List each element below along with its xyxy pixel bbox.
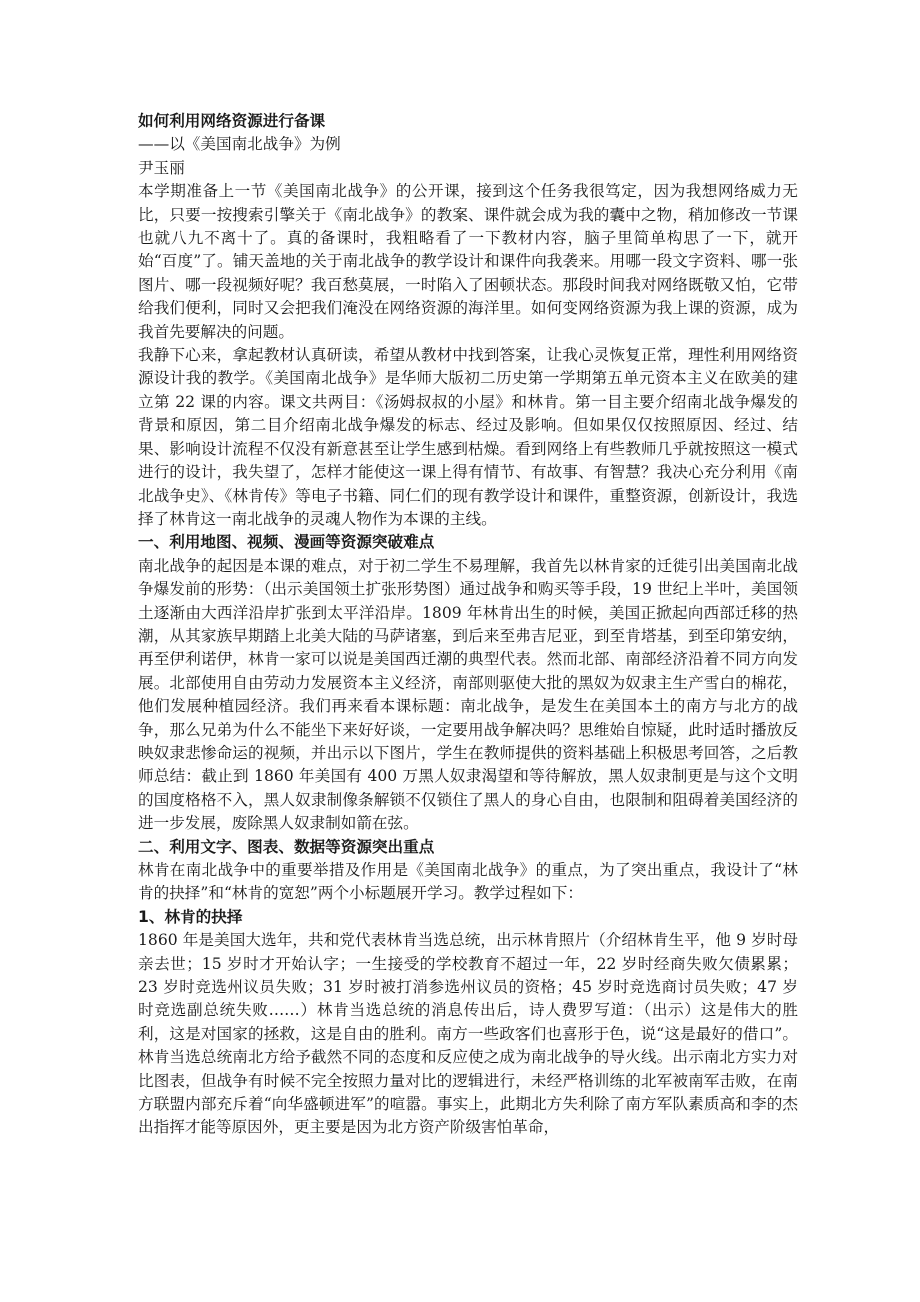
document-title: 如何利用网络资源进行备课 — [138, 112, 326, 130]
section-heading-1: 一、利用地图、视频、漫画等资源突破难点 — [138, 533, 435, 552]
document-subtitle: ——以《美国南北战争》为例 — [138, 135, 341, 154]
subsection-heading-1: 1、林肯的抉择 — [138, 907, 243, 926]
paragraph-1: 本学期准备上一节《美国南北战争》的公开课，接到这个任务我很笃定，因为我想网络威力无比，只要一按搜索引擎关于《南北战争》的教案、课件就会成为我的囊中之物，稍加修改一节课也就八九不离十了。真的备课时，我粗略看了一下教材内容，脑子里简单构思了一下，就开始“百度”了。铺天盖地的关于南北战争的教学设计和课件向我袭来。用哪一段文字资料、哪一张图片、哪一段视频好呢？我百愁莫展，一时陷入了困顿状态。那段时间我对网络既敬又怕，它带给我们便利，同时又会把我们淹没在网络资源的海洋里。如何变网络资源为我上课的资源，成为我首先要解决的问题。 — [138, 182, 798, 341]
document-page — [138, 110, 798, 1140]
paragraph-2: 我静下心来，拿起教材认真研读，希望从教材中找到答案，让我心灵恢复正常，理性利用网络资源设计我的教学。《美国南北战争》是华师大版初二历史第一学期第五单元资本主义在欧美的建立第 22 课的内容。课文共两目：《汤姆叔叔的小屋》和林肯。第一目主要介绍南北战争爆发的背景和原因，第二目介绍南北战争爆发的标志、经过及影响。但如果仅仅按照原因、经过、结果、影响设计流程不仅没有新意甚至让学生感到枯燥。看到网络上有些教师几乎就按照这一模式进行的设计，我失望了，怎样才能使这一课上得有情节、有故事、有智慧？我决心充分利用《南北战争史》、《林肯传》等电子书籍、同仁们的现有教学设计和课件，重整资源，创新设计，我选择了林肯这一南北战争的灵魂人物作为本课的主线。 — [138, 346, 798, 528]
paragraph-3: 南北战争的起因是本课的难点，对于初二学生不易理解，我首先以林肯家的迁徙引出美国南北战争爆发前的形势：（出示美国领土扩张形势图）通过战争和购买等手段，19 世纪上半叶，美国领土逐渐由大西洋沿岸扩张到太平洋沿岸。1809 年林肯出生的时候，美国正掀起向西部迁移的热潮，从其家族早期踏上北美大陆的马萨诸塞，到后来至弗吉尼亚，到至肯塔基，到至印第安纳，再至伊利诺伊，林肯一家可以说是美国西迁潮的典型代表。然而北部、南部经济沿着不同方向发展。北部使用自由劳动力发展资本主义经济，南部则驱使大批的黑奴为奴隶主生产雪白的棉花，他们发展种植园经济。我们再来看本课标题：南北战争，是发生在美国本土的南方与北方的战争，那么兄弟为什么不能坐下来好好谈，一定要用战争解决吗？思维始自惊疑，此时适时播放反映奴隶悲惨命运的视频，并出示以下图片，学生在教师提供的资料基础上积极思考回答，之后教师总结：截止到 1860 年美国有 400 万黑人奴隶渴望和等待解放，黑人奴隶制更是与这个文明的国度格格不入，黑人奴隶制像条解锁不仅锁住了黑人的身心自由，也限制和阻碍着美国经济的进一步发展，废除黑人奴隶制如箭在弦。 — [138, 556, 798, 833]
paragraph-5: 1860 年是美国大选年，共和党代表林肯当选总统，出示林肯照片（介绍林肯生平，他 9 岁时母亲去世；15 岁时才开始认字；一生接受的学校教育不超过一年，22 岁时经商失败欠债累累；23 岁时竞选州议员失败；31 岁时被打消参选州议员的资格；45 岁时竞选商讨员失败；47 岁时竞选副总统失败……）林肯当选总统的消息传出后，诗人费罗写道：（出示）这是伟大的胜利，这是对国家的拯救，这是自由的胜利。南方一些政客们也喜形于色，说“这是最好的借口”。 林肯当选总统南北方给予截然不同的态度和反应使之成为南北战争的导火线。出示南北方实力对比图表，但战争有时候不完全按照力量对比的逻辑进行，未经严格训练的北军被南军击败，在南方联盟内部充斥着“向华盛顿进军”的喧嚣。事实上，此期北方失利除了南方军队素质高和李的杰出指挥才能等原因外，更主要是因为北方资产阶级害怕革命， — [138, 931, 798, 1137]
section-heading-2: 二、利用文字、图表、数据等资源突出重点 — [138, 837, 435, 856]
paragraph-4: 林肯在南北战争中的重要举措及作用是《美国南北战争》的重点，为了突出重点，我设计了“林肯的抉择”和“林肯的宽恕”两个小标题展开学习。教学过程如下： — [138, 861, 798, 903]
document-author: 尹玉丽 — [138, 158, 185, 177]
